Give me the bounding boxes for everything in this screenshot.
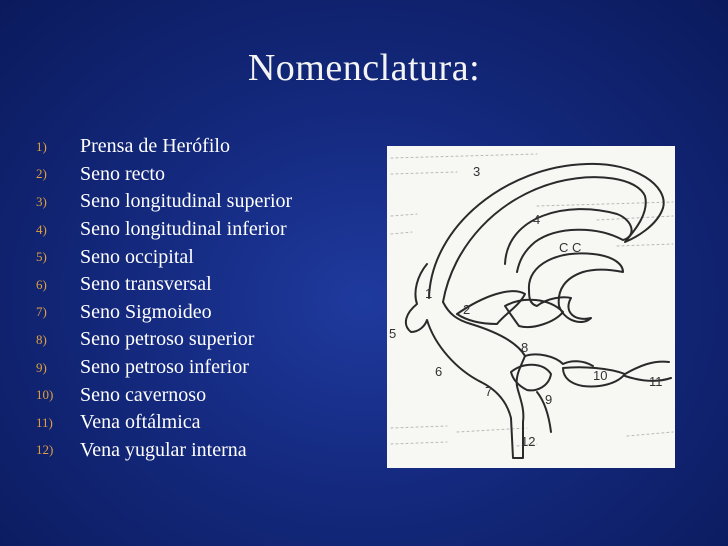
label-7: 7	[485, 384, 493, 399]
item-label: Seno petroso superior	[80, 328, 255, 351]
ophthalmic-vein	[625, 362, 671, 381]
list-item	[36, 161, 292, 189]
list-item	[36, 188, 292, 216]
corpus-callosum	[529, 253, 623, 322]
item-label: Seno petroso inferior	[80, 356, 249, 379]
item-label: Seno longitudinal superior	[80, 190, 293, 213]
item-label: Prensa de Herófilo	[80, 135, 230, 158]
list-item	[36, 354, 292, 382]
item-label: Seno Sigmoideo	[80, 300, 212, 323]
list-item	[36, 299, 292, 327]
label-10: 10	[593, 368, 608, 383]
item-number: 12)	[36, 442, 54, 458]
label-1: 1	[425, 286, 433, 301]
item-label: Seno transversal	[80, 273, 212, 296]
superior-sagittal-sinus	[429, 164, 664, 302]
item-label: Seno recto	[80, 162, 165, 185]
label-8: 8	[521, 340, 529, 355]
item-number: 10)	[36, 387, 54, 403]
item-number: 3)	[36, 193, 47, 209]
item-number: 1)	[36, 138, 47, 154]
slide-title: Nomenclatura:	[247, 47, 481, 89]
label-11: 11	[649, 374, 663, 389]
item-number: 2)	[36, 166, 47, 182]
item-label: Seno occipital	[80, 245, 194, 268]
list-item	[36, 409, 292, 437]
sinus-diagram	[387, 146, 675, 468]
item-label: Vena yugular interna	[80, 438, 247, 461]
item-number: 11)	[36, 414, 53, 430]
list-item	[36, 437, 292, 465]
item-label: Seno longitudinal inferior	[80, 218, 287, 241]
item-number: 8)	[36, 331, 47, 347]
label-6: 6	[435, 364, 443, 379]
item-number: 5)	[36, 249, 47, 265]
list-item	[36, 271, 292, 299]
list-item	[36, 381, 292, 409]
list-item	[36, 133, 292, 161]
item-number: 6)	[36, 276, 47, 292]
item-number: 4)	[36, 221, 47, 237]
list-item	[36, 216, 292, 244]
label-3: 3	[473, 164, 481, 179]
item-number: 9)	[36, 359, 47, 375]
label-2: 2	[463, 302, 471, 317]
label-12: 12	[521, 434, 536, 449]
list-item	[36, 326, 292, 354]
sinus-diagram-drawing	[387, 146, 675, 468]
label-4: 4	[533, 212, 541, 227]
item-label: Vena oftálmica	[80, 411, 201, 434]
label-9: 9	[545, 392, 553, 407]
label-cc: C C	[559, 240, 582, 255]
item-number: 7)	[36, 304, 47, 320]
list-item	[36, 243, 292, 271]
item-label: Seno cavernoso	[80, 383, 207, 406]
nomenclature-list	[36, 133, 292, 464]
label-5: 5	[389, 326, 397, 341]
